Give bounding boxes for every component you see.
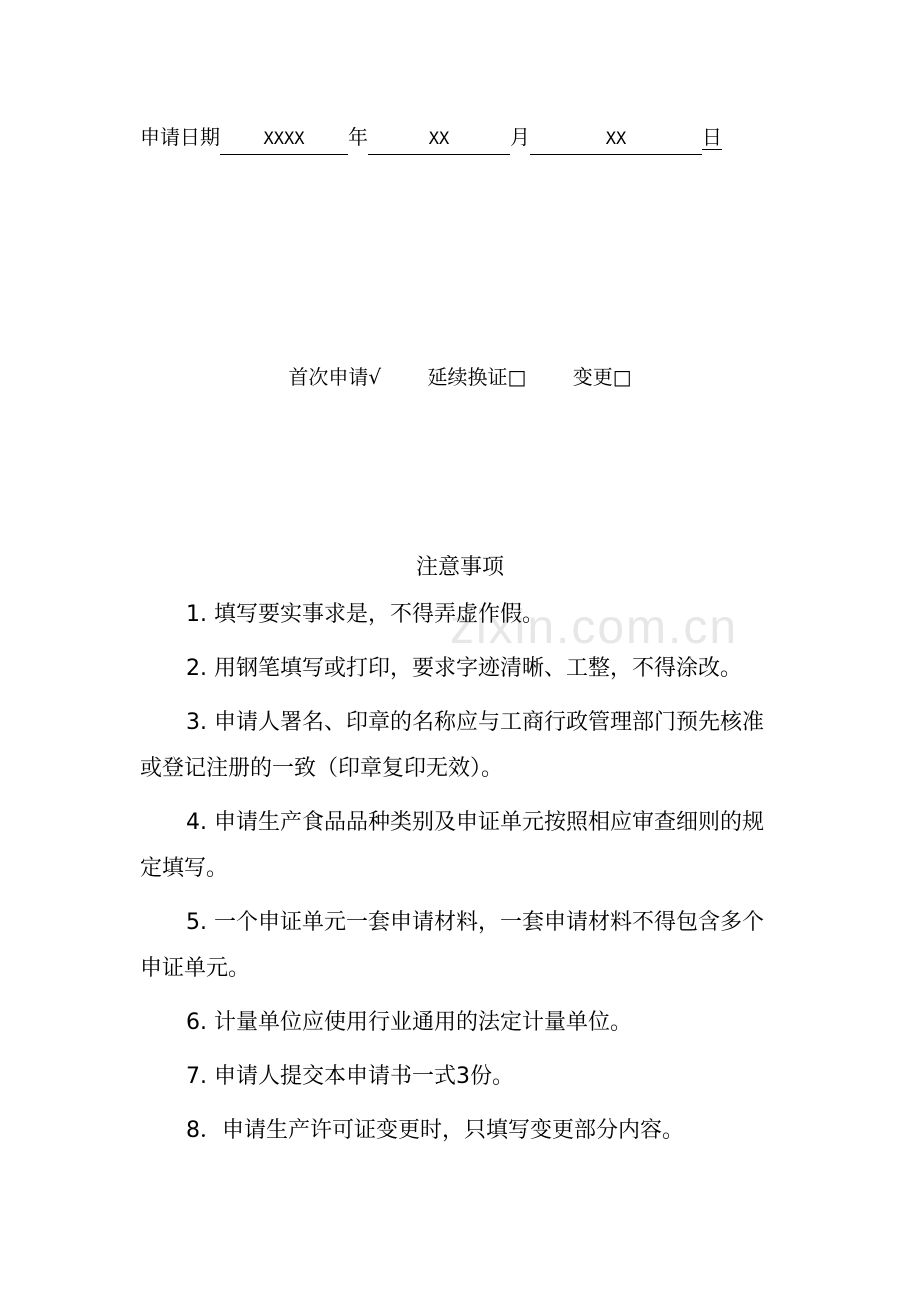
day-unit: 日	[702, 125, 722, 149]
option-renewal[interactable]: 延续换证□	[427, 365, 527, 389]
note-item: 3. 申请人署名、印章的名称应与工商行政管理部门预先核准或登记注册的一致（印章复印无效）。	[140, 710, 764, 781]
note-item: 5. 一个申证单元一套申请材料，一套申请材料不得包含多个申证单元。	[140, 910, 764, 981]
option-first-application[interactable]: 首次申请√	[288, 365, 382, 389]
date-label: 申请日期	[140, 125, 220, 149]
month-unit: 月	[510, 125, 530, 149]
note-item: 6. 计量单位应使用行业通用的法定计量单位。	[186, 1010, 632, 1035]
year-unit: 年	[348, 125, 368, 149]
note-item: 8．申请生产许可证变更时，只填写变更部分内容。	[186, 1118, 684, 1143]
application-type-options	[0, 362, 920, 392]
notes-list	[140, 592, 785, 1162]
application-date-line	[140, 122, 722, 155]
note-item: 1. 填写要实事求是，不得弄虚作假。	[186, 602, 544, 627]
note-item: 7. 申请人提交本申请书一式3份。	[186, 1064, 514, 1089]
option-change[interactable]: 变更□	[572, 365, 632, 389]
month-field[interactable]: XX	[368, 124, 510, 155]
watermark: zixin.com.cn	[450, 601, 739, 654]
note-item: 2. 用钢笔填写或打印，要求字迹清晰、工整，不得涂改。	[186, 656, 742, 681]
note-item: 4. 申请生产食品品种类别及申证单元按照相应审查细则的规定填写。	[140, 810, 764, 881]
day-field[interactable]: XX	[530, 124, 702, 155]
year-field[interactable]: XXXX	[220, 124, 348, 155]
notes-title: 注意事项	[415, 555, 504, 580]
